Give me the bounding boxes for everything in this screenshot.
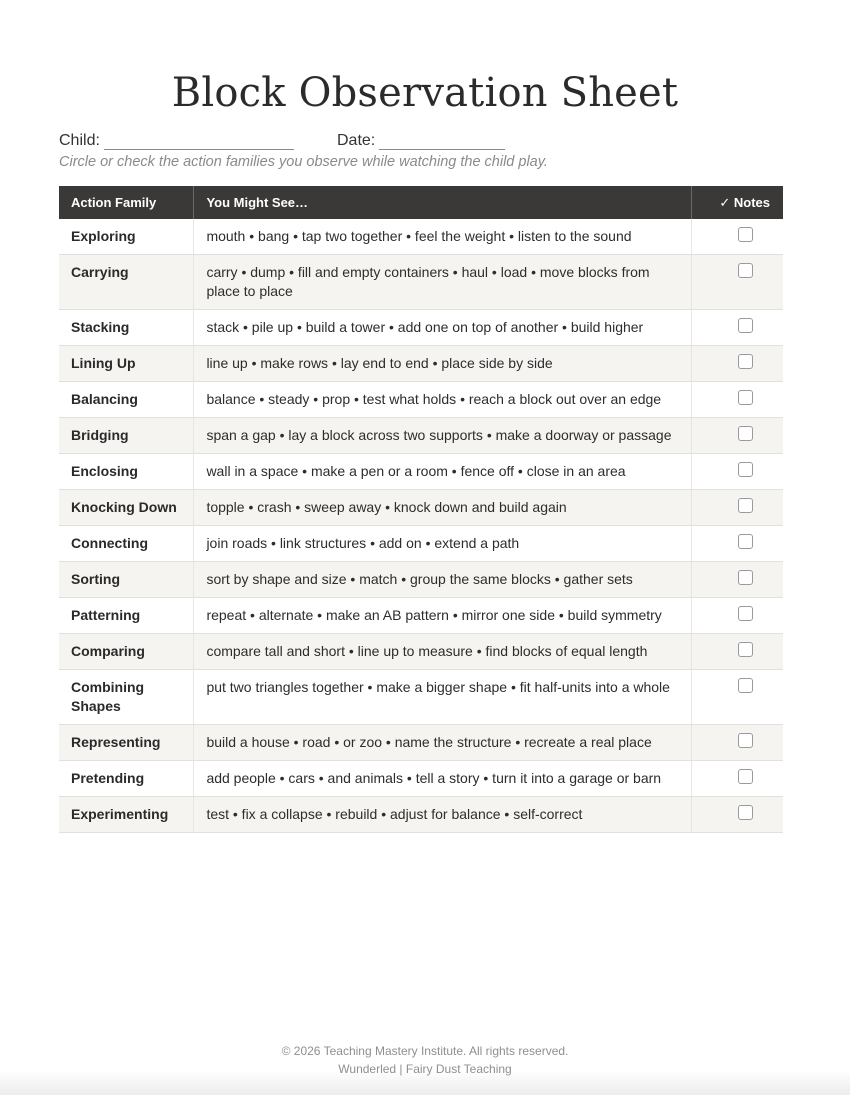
you-might-see-cell: stack • pile up • build a tower • add one on top of another • build higher [194, 310, 692, 346]
action-family-cell: Experimenting [59, 797, 194, 833]
notes-cell [692, 526, 783, 562]
date-label: Date: [337, 132, 376, 149]
table-row [59, 670, 783, 725]
table-row [59, 562, 783, 598]
footer-credit: Wunderled | Fairy Dust Teaching [338, 1062, 512, 1076]
you-might-see-cell: put two triangles together • make a bigger shape • fit half-units into a whole [194, 670, 692, 725]
checkbox[interactable] [738, 733, 753, 748]
child-name-line[interactable] [104, 135, 294, 150]
checkbox[interactable] [738, 570, 753, 585]
checkbox[interactable] [738, 227, 753, 242]
header-notes: ✓ Notes [692, 186, 783, 219]
you-might-see-cell: join roads • link structures • add on • extend a path [194, 526, 692, 562]
table-row [59, 725, 783, 761]
action-family-cell: Bridging [59, 418, 194, 454]
table-row [59, 526, 783, 562]
checkbox[interactable] [738, 318, 753, 333]
table-row [59, 490, 783, 526]
checkbox[interactable] [738, 606, 753, 621]
child-label: Child: [59, 132, 100, 149]
footer [0, 1042, 850, 1078]
action-family-cell: Pretending [59, 761, 194, 797]
notes-cell [692, 454, 783, 490]
page-title: Block Observation Sheet [171, 70, 679, 116]
table-row [59, 634, 783, 670]
table-row [59, 219, 783, 255]
checkbox[interactable] [738, 263, 753, 278]
table-row [59, 310, 783, 346]
notes-cell [692, 670, 783, 725]
notes-cell [692, 255, 783, 310]
notes-cell [692, 761, 783, 797]
action-family-cell: Sorting [59, 562, 194, 598]
date-field[interactable] [337, 132, 505, 150]
action-family-cell: Stacking [59, 310, 194, 346]
checkbox[interactable] [738, 354, 753, 369]
table-row [59, 761, 783, 797]
action-family-cell: Carrying [59, 255, 194, 310]
table-row [59, 454, 783, 490]
action-family-cell: Knocking Down [59, 490, 194, 526]
action-family-cell: Exploring [59, 219, 194, 255]
action-family-cell: Lining Up [59, 346, 194, 382]
notes-cell [692, 219, 783, 255]
table-row [59, 418, 783, 454]
you-might-see-cell: mouth • bang • tap two together • feel the weight • listen to the sound [194, 219, 692, 255]
header-you-might-see: You Might See… [194, 186, 692, 219]
you-might-see-cell: test • fix a collapse • rebuild • adjust for balance • self-correct [194, 797, 692, 833]
action-family-cell: Enclosing [59, 454, 194, 490]
checkbox[interactable] [738, 769, 753, 784]
copyright-text: © 2026 Teaching Mastery Institute. All rights reserved. [281, 1044, 569, 1058]
notes-cell [692, 490, 783, 526]
action-family-cell: Combining Shapes [59, 670, 194, 725]
notes-cell [692, 382, 783, 418]
child-field[interactable] [59, 132, 294, 150]
notes-cell [692, 598, 783, 634]
you-might-see-cell: sort by shape and size • match • group the same blocks • gather sets [194, 562, 692, 598]
table-row [59, 598, 783, 634]
table-row [59, 382, 783, 418]
observation-table [59, 186, 783, 833]
notes-cell [692, 797, 783, 833]
checkbox[interactable] [738, 805, 753, 820]
action-family-cell: Comparing [59, 634, 194, 670]
action-family-cell: Representing [59, 725, 194, 761]
checkbox[interactable] [738, 426, 753, 441]
you-might-see-cell: line up • make rows • lay end to end • place side by side [194, 346, 692, 382]
checkbox[interactable] [738, 462, 753, 477]
you-might-see-cell: build a house • road • or zoo • name the structure • recreate a real place [194, 725, 692, 761]
action-family-cell: Connecting [59, 526, 194, 562]
you-might-see-cell: span a gap • lay a block across two supports • make a doorway or passage [194, 418, 692, 454]
notes-cell [692, 310, 783, 346]
table-body [59, 219, 783, 833]
header-action-family: Action Family [59, 186, 194, 219]
notes-cell [692, 725, 783, 761]
checkbox[interactable] [738, 498, 753, 513]
notes-cell [692, 634, 783, 670]
checkbox[interactable] [738, 678, 753, 693]
checkbox[interactable] [738, 390, 753, 405]
table-header-row [59, 186, 783, 219]
date-line[interactable] [379, 135, 505, 150]
notes-cell [692, 346, 783, 382]
action-family-cell: Balancing [59, 382, 194, 418]
table-row [59, 797, 783, 833]
you-might-see-cell: compare tall and short • line up to measure • find blocks of equal length [194, 634, 692, 670]
you-might-see-cell: wall in a space • make a pen or a room • fence off • close in an area [194, 454, 692, 490]
table-row [59, 255, 783, 310]
checkbox[interactable] [738, 534, 753, 549]
notes-cell [692, 562, 783, 598]
you-might-see-cell: repeat • alternate • make an AB pattern • mirror one side • build symmetry [194, 598, 692, 634]
you-might-see-cell: topple • crash • sweep away • knock down and build again [194, 490, 692, 526]
table-row [59, 346, 783, 382]
you-might-see-cell: add people • cars • and animals • tell a story • turn it into a garage or barn [194, 761, 692, 797]
instructions: Circle or check the action families you observe while watching the child play. [59, 154, 548, 170]
notes-cell [692, 418, 783, 454]
you-might-see-cell: balance • steady • prop • test what holds • reach a block out over an edge [194, 382, 692, 418]
checkbox[interactable] [738, 642, 753, 657]
action-family-cell: Patterning [59, 598, 194, 634]
you-might-see-cell: carry • dump • fill and empty containers • haul • load • move blocks from place to place [194, 255, 692, 310]
